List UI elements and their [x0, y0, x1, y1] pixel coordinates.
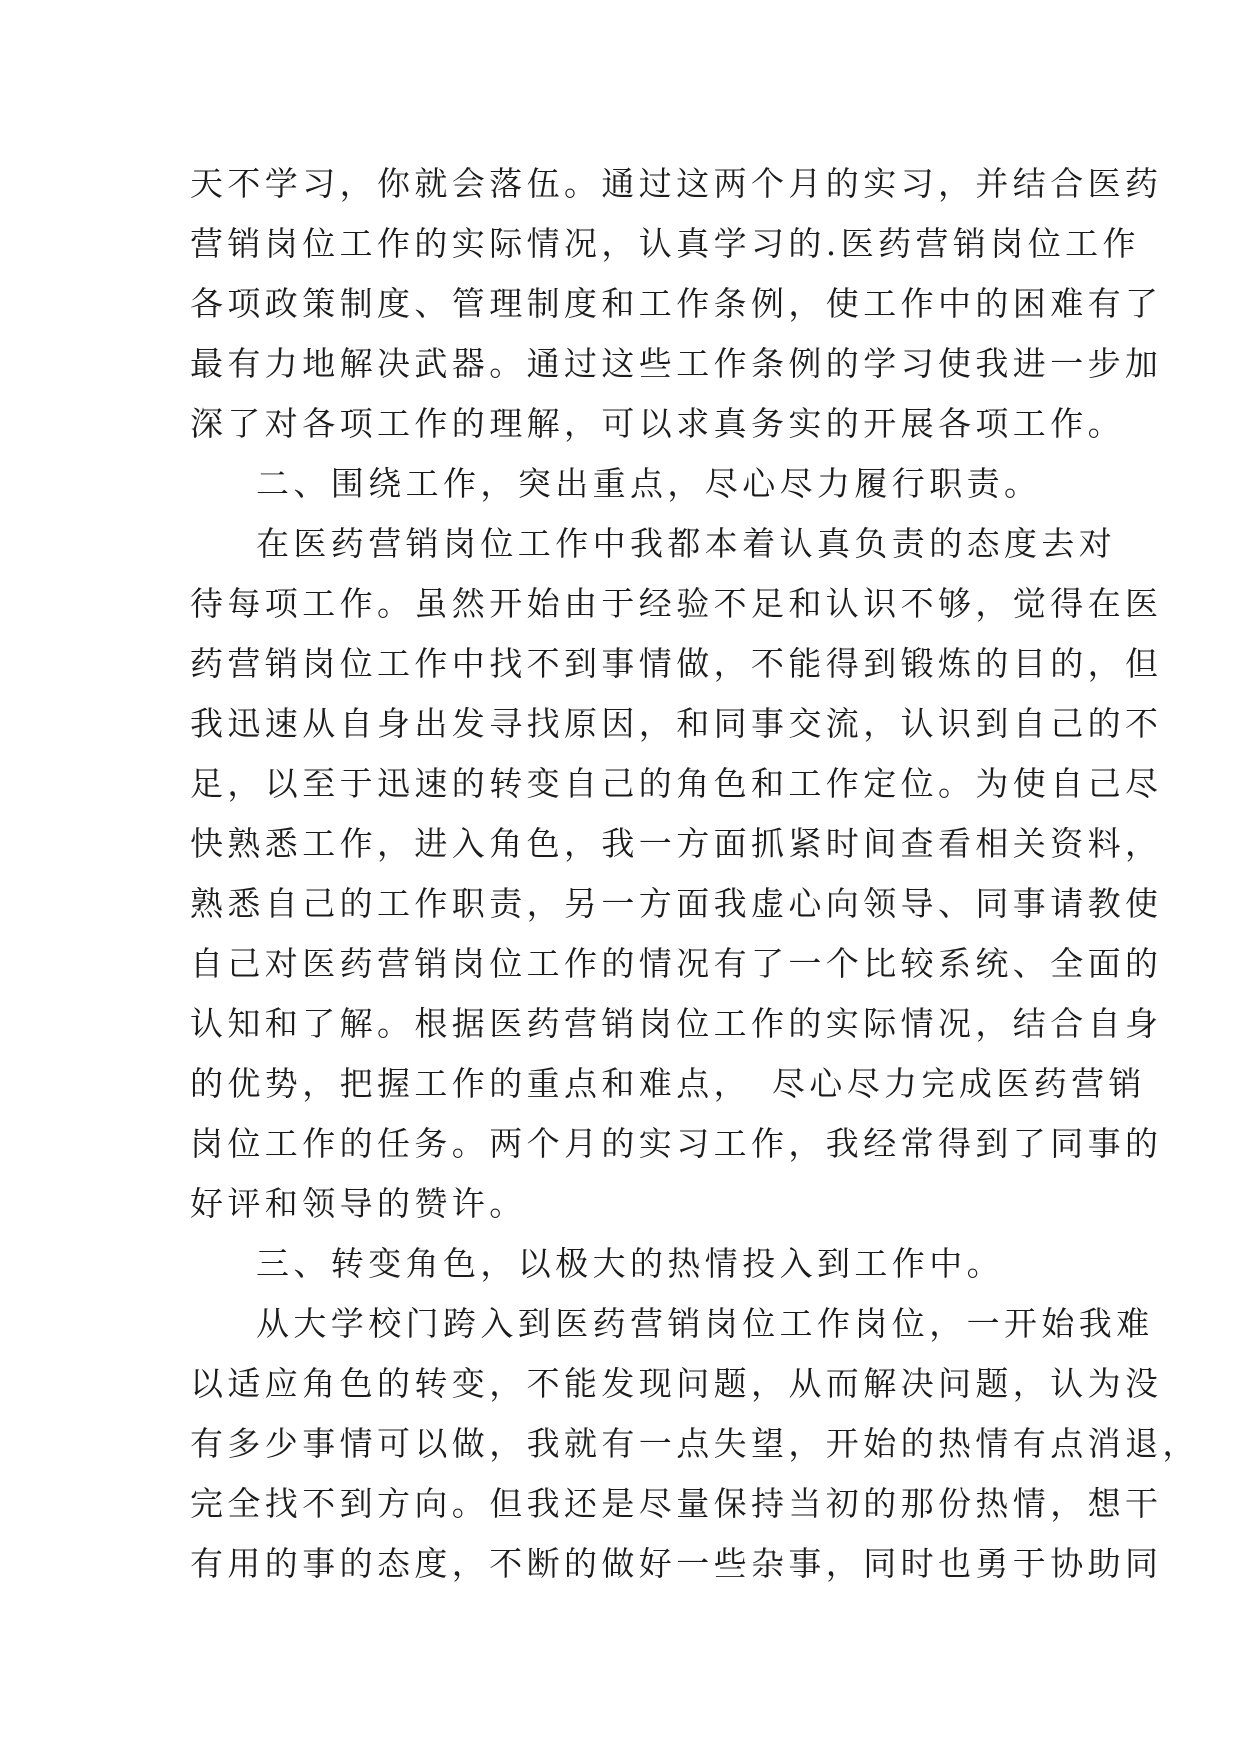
text-line: 完全找不到方向。但我还是尽量保持当初的那份热情，想干 [190, 1484, 1163, 1523]
body-text [190, 154, 1200, 1594]
text-line: 各项政策制度、管理制度和工作条例，使工作中的困难有了 [190, 284, 1163, 323]
text-line: 天不学习，你就会落伍。通过这两个月的实习，并结合医药 [190, 164, 1163, 203]
text-line: 快熟悉工作，进入角色，我一方面抓紧时间查看相关资料， [190, 824, 1163, 863]
paragraph-first-line: 在医药营销岗位工作中我都本着认真负责的态度去对 [256, 524, 1117, 563]
text-line: 有多少事情可以做，我就有一点失望，开始的热情有点消退， [190, 1424, 1200, 1463]
section-heading: 二、围绕工作，突出重点，尽心尽力履行职责。 [256, 464, 1042, 503]
text-line: 待每项工作。虽然开始由于经验不足和认识不够，觉得在医 [190, 584, 1163, 623]
text-line: 最有力地解决武器。通过这些工作条例的学习使我进一步加 [190, 344, 1163, 383]
text-line: 自己对医药营销岗位工作的情况有了一个比较系统、全面的 [190, 944, 1163, 983]
paragraph-first-line: 从大学校门跨入到医药营销岗位工作岗位，一开始我难 [256, 1304, 1154, 1343]
text-line: 的优势，把握工作的重点和难点， 尽心尽力完成医药营销 [190, 1064, 1146, 1103]
text-line: 营销岗位工作的实际情况，认真学习的.医药营销岗位工作 [190, 224, 1140, 263]
text-line: 深了对各项工作的理解，可以求真务实的开展各项工作。 [190, 404, 1125, 443]
text-line: 熟悉自己的工作职责，另一方面我虚心向领导、同事请教使 [190, 884, 1163, 923]
text-line: 药营销岗位工作中找不到事情做，不能得到锻炼的目的，但 [190, 644, 1163, 683]
text-line: 有用的事的态度，不断的做好一些杂事，同时也勇于协助同 [190, 1544, 1163, 1583]
section-heading: 三、转变角色，以极大的热情投入到工作中。 [256, 1244, 1004, 1283]
text-line: 认知和了解。根据医药营销岗位工作的实际情况，结合自身 [190, 1004, 1163, 1043]
text-line: 以适应角色的转变，不能发现问题，从而解决问题，认为没 [190, 1364, 1163, 1403]
text-line: 足，以至于迅速的转变自己的角色和工作定位。为使自己尽 [190, 764, 1163, 803]
text-line: 岗位工作的任务。两个月的实习工作，我经常得到了同事的 [190, 1124, 1163, 1163]
text-line: 好评和领导的赞许。 [190, 1184, 527, 1223]
text-line: 我迅速从自身出发寻找原因，和同事交流，认识到自己的不 [190, 704, 1163, 743]
